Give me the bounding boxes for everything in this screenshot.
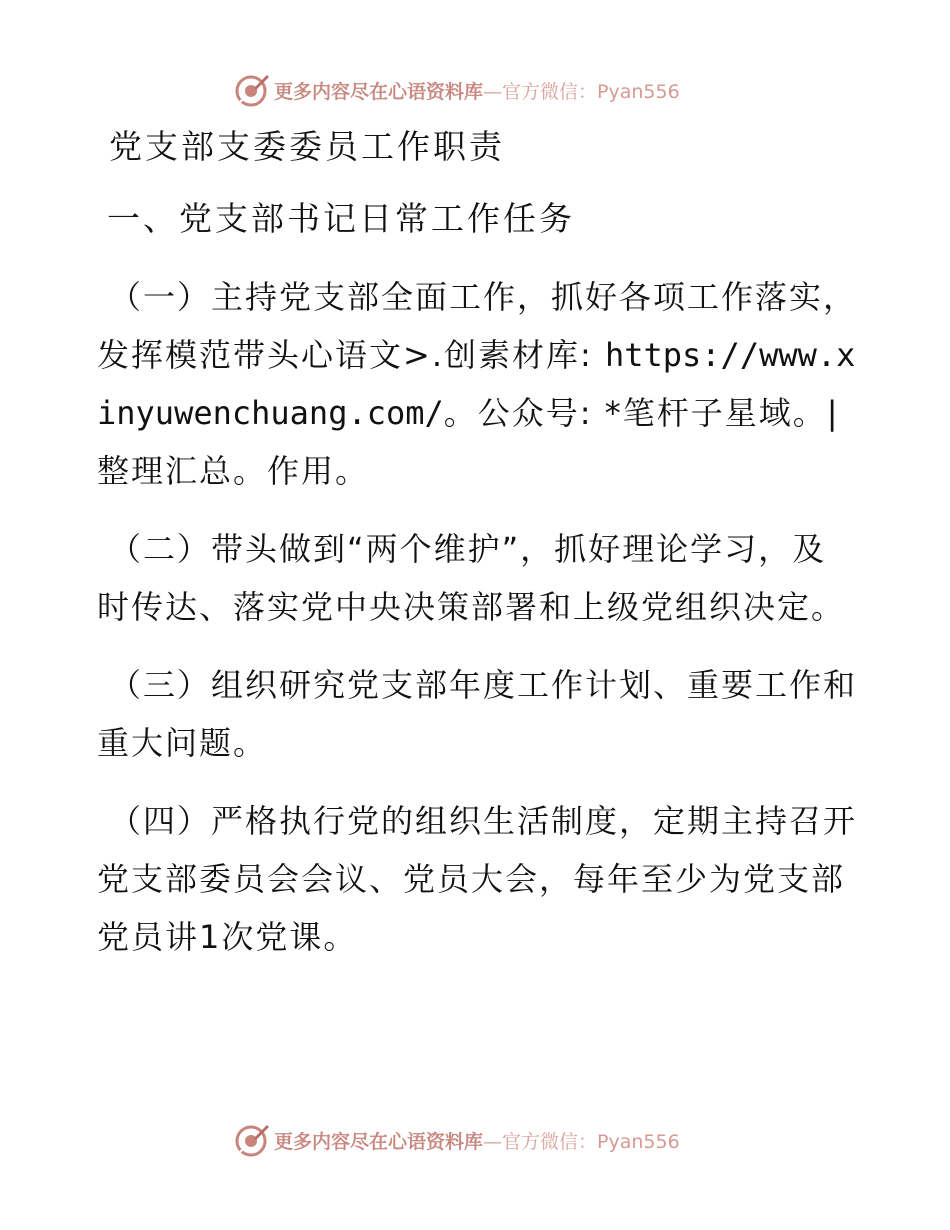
document-title: 党支部支委委员工作职责 (109, 127, 505, 166)
header-watermark-text (274, 77, 680, 104)
watermark-official: 官方微信： (502, 80, 598, 103)
watermark-brand: 更多内容尽在心语资料库 (274, 1130, 484, 1153)
paragraph-item-4: （四）严格执行党的组织生活制度，定期主持召开党支部委员会会议、党员大会，每年至少为党支部党员讲1次党课。 (97, 802, 858, 956)
item-1-text-start: （一）主持党支部全面工作，抓好各项工作落实，发挥模范带头心语文>.创素材库: (97, 278, 858, 374)
header-watermark (234, 70, 680, 110)
pen-logo-icon (234, 72, 270, 108)
paragraph-item-1 (97, 268, 857, 500)
pen-logo-icon (234, 1122, 270, 1158)
watermark-dash: — (483, 1130, 503, 1153)
paragraph-item-3: （三）组织研究党支部年度工作计划、重要工作和重大问题。 (97, 666, 858, 762)
watermark-official: 官方微信： (502, 1130, 598, 1153)
paragraph-item-2: （二）带头做到“两个维护”，抓好理论学习，及时传达、落实党中央决策部署和上级党组织决定。 (97, 530, 846, 626)
watermark-dash: — (483, 80, 503, 103)
item-1-text-end: 。公众号: *笔杆子星域。|整理汇总。作用。 (97, 394, 840, 490)
item-1-url: https://www.xinyuwenchuang.com/ (97, 336, 856, 432)
document-body (97, 118, 857, 966)
watermark-brand: 更多内容尽在心语资料库 (274, 80, 484, 103)
watermark-wechat-id: Pyan556 (597, 1130, 680, 1153)
footer-watermark (234, 1120, 680, 1160)
footer-watermark-text (274, 1127, 680, 1154)
watermark-wechat-id: Pyan556 (597, 80, 680, 103)
section-heading: 一、党支部书记日常工作任务 (107, 199, 575, 238)
